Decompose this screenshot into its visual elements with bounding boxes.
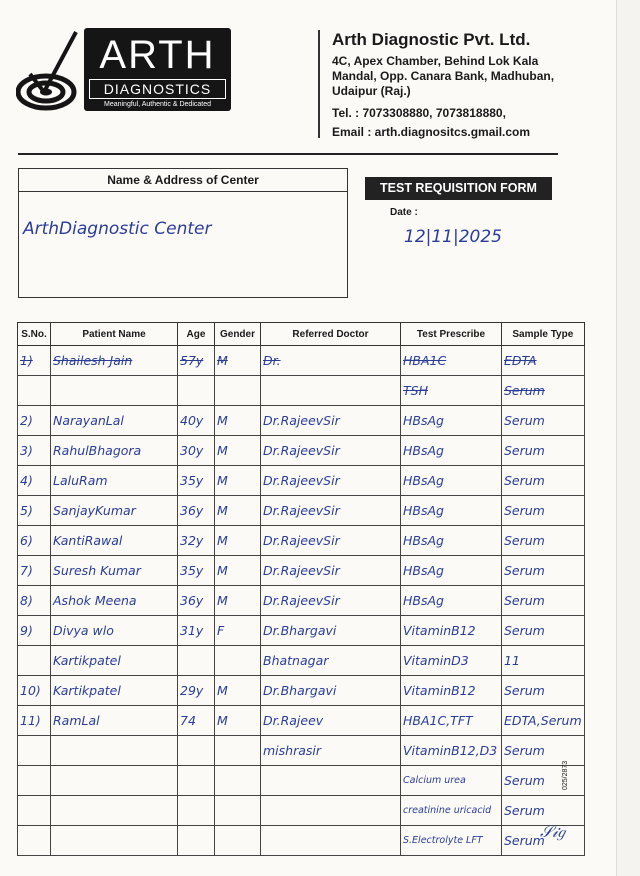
table-cell [215,766,261,796]
table-cell: RamLal [51,706,178,736]
table-cell: Serum [502,406,585,436]
column-header: S.No. [18,323,51,346]
table-cell: Dr.RajeevSir [261,586,401,616]
table-cell: HBsAg [401,406,502,436]
table-cell: Dr.RajeevSir [261,496,401,526]
table-cell: 29y [178,676,215,706]
table-cell: 1) [18,346,51,376]
table-cell: VitaminB12 [401,676,502,706]
table-cell [261,766,401,796]
side-number: 025/2873 [562,760,569,790]
target-logo-icon [16,30,80,112]
table-cell: NarayanLal [51,406,178,436]
company-tel: Tel. : 7073308880, 7073818880, [332,106,506,120]
table-cell: 7) [18,556,51,586]
table-row [18,556,585,586]
table-cell: 9) [18,616,51,646]
table-row [18,826,585,856]
table-cell: KantiRawal [51,526,178,556]
table-cell: Calcium urea [401,766,502,796]
table-cell: 40y [178,406,215,436]
table-cell [18,646,51,676]
table-cell: Kartikpatel [51,676,178,706]
table-cell: 10) [18,676,51,706]
table-cell [178,736,215,766]
table-cell: Shailesh Jain [51,346,178,376]
company-name: Arth Diagnostic Pvt. Ltd. [332,30,531,49]
table-cell: Dr.RajeevSir [261,466,401,496]
table-cell [215,646,261,676]
company-address: 4C, Apex Chamber, Behind Lok Kala Mandal, Opp. Canara Bank, Madhuban, Udaipur (Raj.) [332,54,555,98]
table-cell: 35y [178,466,215,496]
table-cell: mishrasir [261,736,401,766]
table-cell: 57y [178,346,215,376]
column-header: Age [178,323,215,346]
table-cell: M [215,406,261,436]
table-cell: HBsAg [401,586,502,616]
table-row [18,466,585,496]
table-cell [51,766,178,796]
table-cell: HBsAg [401,496,502,526]
table-row [18,406,585,436]
company-email: Email : arth.diagnositcs.gmail.com [332,125,531,139]
table-cell: Dr. [261,346,401,376]
table-cell: Dr.Rajeev [261,706,401,736]
center-box [18,168,348,298]
table-cell: M [215,436,261,466]
table-row [18,436,585,466]
date-value: 12|11|2025 [404,227,502,247]
logo-badge [84,28,231,111]
logo-word: ARTH [99,33,216,77]
signature: 𝒮𝒾𝑔 [540,822,566,841]
table-cell: Dr.RajeevSir [261,556,401,586]
table-cell [215,826,261,856]
table-cell: Serum [502,586,585,616]
table-cell: Divya wlo [51,616,178,646]
table-cell: M [215,586,261,616]
table-cell: F [215,616,261,646]
table-row [18,706,585,736]
table-cell: SanjayKumar [51,496,178,526]
table-cell: HBA1C,TFT [401,706,502,736]
table-cell: HBsAg [401,436,502,466]
table-cell [261,376,401,406]
table-cell [215,376,261,406]
table-cell: TSH [401,376,502,406]
table-cell: VitaminB12,D3 [401,736,502,766]
table-cell: Suresh Kumar [51,556,178,586]
table-cell: Dr.RajeevSir [261,406,401,436]
table-cell: Serum [502,466,585,496]
table-cell: Serum [502,496,585,526]
table-cell: HBsAg [401,466,502,496]
table-cell: Serum [502,376,585,406]
date-label: Date : [390,207,418,218]
table-cell: 3) [18,436,51,466]
table-row [18,586,585,616]
table-row [18,646,585,676]
table-cell [178,646,215,676]
table-cell [178,796,215,826]
column-header: Patient Name [51,323,178,346]
patient-table [17,322,585,856]
table-cell [261,826,401,856]
table-cell: 35y [178,556,215,586]
table-cell: Serum [502,736,585,766]
table-cell: LaluRam [51,466,178,496]
table-cell: Dr.Bhargavi [261,676,401,706]
table-cell: VitaminB12 [401,616,502,646]
table-cell: Ashok Meena [51,586,178,616]
table-cell [51,826,178,856]
table-cell: 36y [178,586,215,616]
table-cell [18,376,51,406]
table-cell: 5) [18,496,51,526]
table-cell: HBsAg [401,526,502,556]
table-row [18,496,585,526]
table-cell [18,826,51,856]
table-cell [51,796,178,826]
table-cell: S.Electrolyte LFT [401,826,502,856]
table-row [18,346,585,376]
table-row [18,796,585,826]
table-cell: 36y [178,496,215,526]
table-cell [178,376,215,406]
table-cell: Serum [502,436,585,466]
table-cell: M [215,556,261,586]
table-cell: 32y [178,526,215,556]
table-cell: 74 [178,706,215,736]
table-cell [18,736,51,766]
table-cell: Serum [502,616,585,646]
table-cell: RahulBhagora [51,436,178,466]
form-title: TEST REQUISITION FORM [365,177,552,200]
table-cell: 2) [18,406,51,436]
table-cell [178,826,215,856]
column-header: Sample Type [502,323,585,346]
center-name: ArthDiagnostic Center [23,219,212,239]
column-header: Referred Doctor [261,323,401,346]
table-cell: Serum [502,526,585,556]
table-cell [178,766,215,796]
center-heading: Name & Address of Center [19,169,347,192]
table-cell: 8) [18,586,51,616]
table-cell: M [215,496,261,526]
table-row [18,616,585,646]
table-cell: HBsAg [401,556,502,586]
table-cell: M [215,466,261,496]
table-row [18,676,585,706]
table-cell: 11) [18,706,51,736]
table-cell: 30y [178,436,215,466]
column-header: Gender [215,323,261,346]
table-cell: Serum [502,676,585,706]
table-cell: 11 [502,646,585,676]
table-cell [215,796,261,826]
table-cell [18,766,51,796]
table-cell: Serum [502,556,585,586]
table-cell: creatinine uricacid [401,796,502,826]
header-rule [18,153,558,155]
table-cell [261,796,401,826]
column-header: Test Prescribe [401,323,502,346]
table-cell: VitaminD3 [401,646,502,676]
table-cell: 6) [18,526,51,556]
table-row [18,766,585,796]
table-cell: Bhatnagar [261,646,401,676]
table-row [18,526,585,556]
table-cell: M [215,676,261,706]
table-cell: Dr.RajeevSir [261,526,401,556]
table-cell: M [215,526,261,556]
table-cell: Serum [502,766,585,796]
table-cell: M [215,346,261,376]
logo-sub: DIAGNOSTICS [89,79,226,99]
header-divider [318,30,320,138]
table-cell: Dr.Bhargavi [261,616,401,646]
table-cell [215,736,261,766]
table-row [18,376,585,406]
table-cell: Serum [502,826,585,856]
table-cell: EDTA,Serum [502,706,585,736]
table-cell: Dr.RajeevSir [261,436,401,466]
table-cell: M [215,706,261,736]
table-cell: 31y [178,616,215,646]
table-row [18,736,585,766]
table-cell: Serum [502,796,585,826]
table-cell: EDTA [502,346,585,376]
table-cell: HBA1C [401,346,502,376]
table-cell: 4) [18,466,51,496]
table-cell [18,796,51,826]
table-cell [51,736,178,766]
table-cell [51,376,178,406]
table-cell: Kartikpatel [51,646,178,676]
logo-tagline: Meaningful, Authentic & Dedicated [103,101,211,108]
